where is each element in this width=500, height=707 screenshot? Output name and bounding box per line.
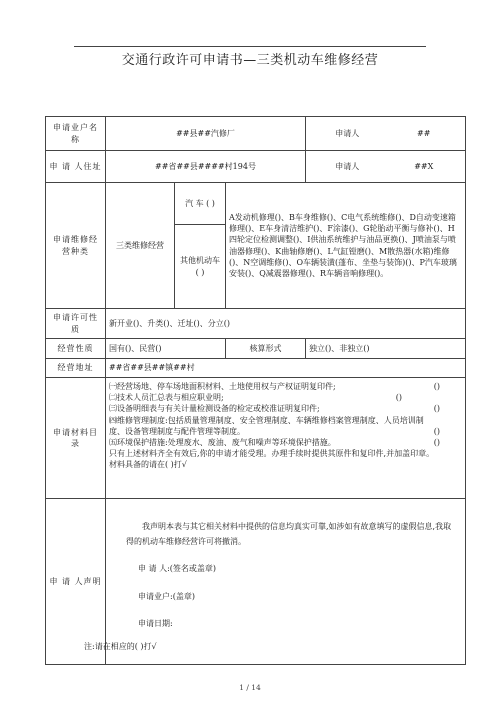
applicant-value[interactable]: ## (417, 128, 431, 138)
applicant-address-value[interactable]: ##省##县####村194号 (106, 151, 306, 183)
applicant-id-cell (306, 151, 466, 183)
applicant-address-label: 申 请 人住址 (46, 151, 106, 183)
material-checkbox[interactable]: () (433, 382, 440, 391)
car-option[interactable]: 汽 车 ( ) (175, 183, 226, 225)
form-row-permit (46, 309, 466, 339)
declaration-statement: 我声明本表与其它相关材料中提供的信息均真实可靠,如涉如有故意填写的虚假信息,我取得的机动车维修经营许可将撤消。 (126, 522, 452, 547)
applicant-name-label: 申请业户名 称 (46, 117, 106, 151)
declaration-label: 申 请 人声明 (46, 499, 106, 665)
permit-label: 申请许可性 质 (46, 309, 106, 339)
materials-confirm: 材料具备的请在( )打√ (109, 460, 187, 470)
page-number: 1 / 14 (239, 683, 261, 692)
materials-note: 只有上述材料齐全有效后,你的申请才能受理。办理手续时提供其原件和复印件,并加盖印章。 (109, 449, 435, 459)
nature-label: 经营性质 (46, 339, 106, 359)
material-item: ㈢设备明细表与有关计量检测设备的检定或校准证明复印件; () (109, 403, 462, 414)
material-item: ㈡技术人员汇总表与相应职业明; () (109, 392, 462, 403)
materials-list (106, 378, 466, 499)
page-title: 交通行政许可申请书—三类机动车维修经营 (121, 53, 379, 68)
application-form (45, 116, 466, 665)
accounting-label: 核算形式 (226, 339, 306, 359)
header-rule (74, 46, 426, 47)
material-item: ㈣维修管理制度:包括质量管理制度、安全管理制度、车辆维修档案管理制度、人员培训制度、设备管理制度与配件管理等制度。 () (109, 415, 462, 437)
form-row-applicant-name (46, 117, 466, 151)
material-checkbox[interactable]: () (433, 437, 440, 447)
address-label: 经营地址 (46, 359, 106, 378)
material-checkbox[interactable]: () (433, 404, 440, 414)
materials-label: 申请材料目 录 (46, 378, 106, 499)
applicant-id-value[interactable]: ##X (414, 161, 434, 171)
applicant-label: 申请人 (335, 128, 360, 138)
form-row-repair-type (46, 183, 466, 225)
declaration-date[interactable]: 申请日期: (138, 618, 173, 628)
material-item: ㈠经营场地、停车场地面积材料、土地使用权与产权证明复印件; () (109, 381, 462, 392)
repair-type-label: 申请维修经营种类 (46, 183, 106, 309)
material-item: ㈤环境保护措施:处理废水、废油、废气和噪声等环境保护措施。 () (109, 437, 462, 448)
footer-note: 注:请在相应的( )打√ (84, 642, 157, 651)
address-value[interactable]: ##省##县##镇##村 (106, 359, 466, 378)
declaration-org[interactable]: 申请业户:(盖章) (138, 591, 195, 601)
form-row-applicant-address (46, 151, 466, 183)
accounting-options[interactable]: 独立()、非独立() (306, 339, 466, 359)
declaration-body (106, 499, 466, 665)
declaration-signer[interactable]: 申 请 人:(签名或盖章) (138, 564, 217, 574)
applicant-id-label: 申请人 (335, 161, 360, 171)
form-row-nature (46, 339, 466, 359)
form-row-materials (46, 378, 466, 499)
nature-options[interactable]: 国有()、民营() (106, 339, 226, 359)
form-row-address (46, 359, 466, 378)
permit-options[interactable]: 新开业()、升类()、迁址()、分立() (106, 309, 466, 339)
material-checkbox[interactable]: () (395, 393, 402, 403)
applicant-cell (306, 117, 466, 151)
form-row-declaration (46, 499, 466, 665)
applicant-name-value[interactable]: ##县##汽修厂 (106, 117, 306, 151)
material-checkbox[interactable]: () (433, 426, 440, 436)
repair-category: 三类维修经营 (106, 183, 175, 309)
repair-items: A发动机修理()、B车身维修()、C电气系统维修()、D自动变速箱修理()、E车身清洁维护()、F涂漆()、G轮胎动平衡与修补()、H四轮定位检测调整()、I供油系统维护与油品更换()、J喷油泵与喷油器修理()、K曲轴修磨()、L气缸镗磨()、M散热器(水箱)维修()、N空调维修()、O车辆装潢(蓬布、坐垫与装饰)()、P汽车玻璃安装()、Q减震器修理()、R车辆音响修理()。 (226, 183, 466, 309)
other-vehicle-option[interactable]: 其他机动车 ( ) (175, 225, 226, 309)
